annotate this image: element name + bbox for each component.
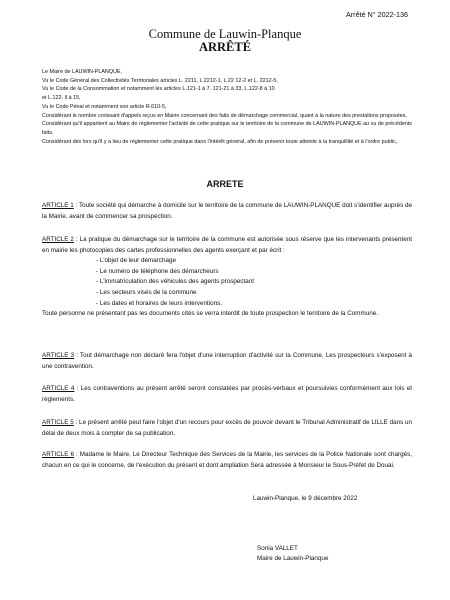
preamble-line: Considérant dès lors qu'il y a lieu de réglementer cette pratique dans l'intérêt général, afin de prévenir toute atteinte à la tranquillité et à l'ordre public,	[42, 138, 398, 145]
article-label: ARTICLE 1	[42, 202, 74, 209]
article-text: Toute personne ne présentant pas les documents cités se verra interdit de toute prospection le territoire de la Commune.	[42, 310, 379, 318]
article-3	[42, 351, 412, 372]
article-text: : Toute société qui démarche à domicile sur le territoire de la commune de LAUWIN-PLANQUE doit s'identifier auprès de la Mairie, avant de commencer sa prospection.	[42, 202, 413, 220]
article-text: : Madame le Maire, Le Directeur Technique des Services de la Mairie, les services de la Police Nationale sont chargés, chacun en ce qui le concerne, de l'exécution du présent et dont ampliation Sera adressée à Monsieur le Sous-Préfet de Douai.	[42, 451, 412, 469]
date-place: Lauwin-Planque, le 9 décembre 2022	[253, 495, 358, 502]
article-label: ARTICLE 4	[42, 385, 75, 392]
preamble-line: et L.122- ll à 15,	[42, 95, 81, 102]
article-text: : Les contraventions au présent arrêté seront constatées par procès-verbaux et poursuivies conformément aux lois et règlements.	[42, 385, 412, 403]
article-label: ARTICLE 6	[42, 451, 74, 458]
preamble-line: Le Maire de LAUWIN-PLANQUE,	[42, 69, 122, 75]
article-6	[42, 450, 412, 471]
article-5	[42, 418, 412, 439]
article-1	[42, 201, 412, 222]
list-item: - Les secteurs visés de la commune	[96, 288, 197, 296]
article-text: : Le présent arrêté peut faire l'objet d'un recours pour excès de pouvoir devant le Tribunal Administratif de LILLE dans un délai de deux mois à compter de sa publication.	[42, 419, 412, 437]
article-text: : Tout démarchage non déclaré fera l'objet d'une interruption d'activité sur la Commune. Les prospecteurs s'exposent à une contravention.	[42, 352, 412, 370]
document-subtitle: ARRÊTÉ	[198, 40, 252, 54]
preamble-line: Vu le Code Pénal et notamment son article R.610-5,	[42, 103, 167, 110]
list-item: - Le numéro de téléphone des démarcheurs	[96, 267, 219, 275]
preamble	[42, 68, 412, 146]
article-2	[42, 235, 412, 320]
article-label: ARTICLE 5	[42, 419, 74, 426]
article-label: ARTICLE 2	[42, 236, 74, 243]
article-label: ARTICLE 3	[42, 352, 75, 359]
decree-number: Arrêté N° 2022-136	[345, 10, 408, 19]
preamble-line: Considérant le nombre croissant d'appels reçus en Mairie concernant des faits de démarchage commercial, quant à la nature des prestations proposées,	[42, 112, 407, 119]
preamble-line: Vu le Code de la Consommation et notamment les articles L.121-1 à 7. 121-21 à 33, L.122-8 à 10	[42, 86, 275, 93]
list-item: - Les dates et horaires de leurs interventions.	[96, 299, 223, 307]
article-4	[42, 384, 412, 405]
preamble-line: Vu le Code Général des Collectivités Territoriales articles L. 2211, L 2212-1, L 22 12-2 et L. 2212-5,	[42, 77, 278, 84]
signatory-title: Maire de Lauwin-Planque	[257, 555, 329, 562]
preamble-line: Considérant qu'il appartient au Maire de réglementer l'activité de cette pratique sur le territoire de la commune de LAUWIN-PLANQUE au vu de précédents faits,	[42, 121, 413, 136]
arrete-heading: ARRETE	[206, 179, 244, 189]
article-text: : La pratique du démarchage sur le territoire de la commune est autorisée sous réserve que les intervenants présentent en mairie les photocopies des cartes professionnelles des agents exerçant et par écrit :	[42, 236, 412, 254]
document-title: Commune de Lauwin-Planque	[148, 27, 302, 41]
list-item: - L'immatriculation des véhicules des agents prospectant	[96, 278, 255, 286]
list-item: - L'objet de leur démarchage	[96, 257, 176, 265]
signatory-name: Sonia VALLET	[257, 545, 298, 552]
